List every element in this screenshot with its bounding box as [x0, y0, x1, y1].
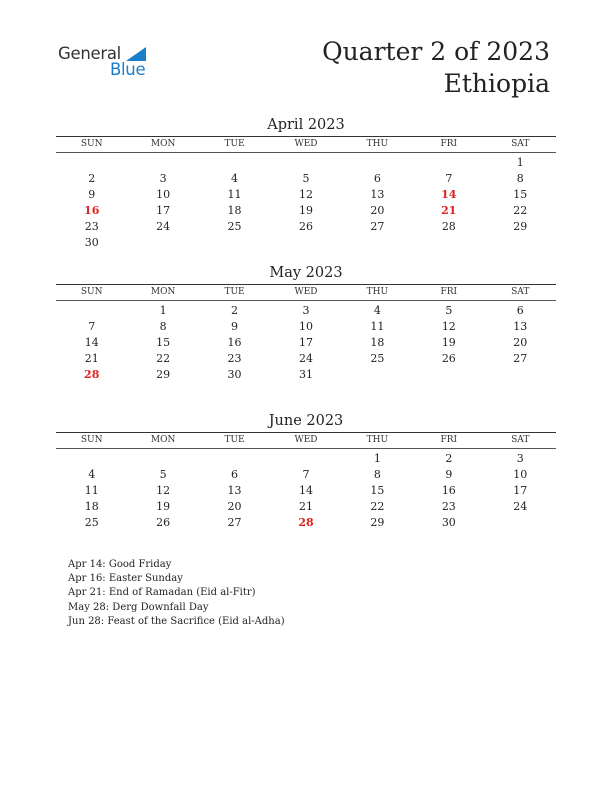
week-row [56, 235, 556, 251]
holiday-item: Apr 21: End of Ramadan (Eid al-Fitr) [68, 587, 256, 599]
day-cell: 1 [516, 156, 524, 169]
day-cell: 24 [513, 500, 528, 513]
holiday-list [68, 558, 285, 629]
day-cell: 31 [298, 368, 313, 381]
holiday-item: May 28: Derg Downfall Day [68, 601, 209, 613]
day-cell: 15 [513, 188, 528, 201]
day-cell: 4 [88, 468, 96, 481]
day-cell: 9 [231, 320, 239, 333]
day-cell: 7 [445, 172, 453, 185]
week-row [56, 219, 556, 235]
day-cell: 6 [516, 304, 524, 317]
day-cell: 19 [156, 500, 171, 513]
week-row [56, 483, 556, 499]
holiday-item: Apr 14: Good Friday [68, 559, 172, 570]
weekday-label: MON [150, 139, 176, 149]
day-cell: 17 [156, 204, 171, 217]
day-cell [342, 367, 413, 383]
day-cell: 10 [156, 188, 171, 201]
weekday-divider [56, 448, 556, 449]
day-cell: 12 [441, 320, 456, 333]
day-cell: 2 [445, 452, 453, 465]
week-row [56, 171, 556, 187]
day-cell: 20 [513, 336, 528, 349]
day-cell: 23 [84, 220, 99, 233]
day-cell: 16 [84, 204, 100, 217]
day-cell [270, 235, 341, 251]
day-cell: 16 [227, 336, 242, 349]
month-calendar [56, 115, 556, 251]
day-cell: 2 [88, 172, 96, 185]
day-cell: 6 [231, 468, 239, 481]
day-cell [485, 367, 556, 383]
day-cell: 22 [370, 500, 385, 513]
day-cell: 10 [513, 468, 528, 481]
day-cell: 17 [513, 484, 528, 497]
day-cell: 10 [298, 320, 313, 333]
day-cell: 22 [156, 352, 171, 365]
day-cell: 2 [231, 304, 239, 317]
weekday-label: MON [150, 287, 176, 297]
week-row [56, 367, 556, 383]
weekday-label: SAT [511, 139, 530, 149]
day-cell: 27 [513, 352, 528, 365]
week-row [56, 203, 556, 219]
day-cell: 12 [298, 188, 313, 201]
day-cell: 5 [302, 172, 310, 185]
day-cell: 23 [441, 500, 456, 513]
day-cell: 21 [298, 500, 313, 513]
page-title: Quarter 2 of 2023 [322, 37, 550, 66]
week-row [56, 155, 556, 171]
week-row [56, 319, 556, 335]
week-rows [56, 451, 556, 531]
weekday-header [56, 137, 556, 152]
weekday-label: SUN [80, 435, 103, 445]
day-cell: 30 [441, 516, 456, 529]
day-cell [127, 235, 198, 251]
holiday-item: Apr 16: Easter Sunday [68, 573, 183, 585]
day-cell: 18 [84, 500, 99, 513]
day-cell: 7 [302, 468, 310, 481]
day-cell [127, 451, 198, 467]
day-cell: 23 [227, 352, 242, 365]
day-cell: 7 [88, 320, 96, 333]
day-cell: 8 [159, 320, 167, 333]
day-cell: 28 [84, 368, 100, 381]
day-cell [270, 155, 341, 171]
day-cell [56, 303, 127, 319]
day-cell: 13 [370, 188, 385, 201]
week-row [56, 187, 556, 203]
day-cell: 20 [370, 204, 385, 217]
day-cell: 27 [370, 220, 385, 233]
month-title: May 2023 [269, 265, 343, 281]
logo-blue-text: Blue [110, 60, 146, 79]
day-cell: 22 [513, 204, 528, 217]
generalblue-logo [58, 44, 158, 80]
weekday-label: FRI [440, 435, 458, 445]
holiday-item: Jun 28: Feast of the Sacrifice (Eid al-Adha) [68, 615, 285, 627]
weekday-divider [56, 300, 556, 301]
day-cell: 15 [370, 484, 385, 497]
country-name: Ethiopia [443, 69, 550, 98]
day-cell [485, 235, 556, 251]
day-cell [413, 235, 484, 251]
week-rows [56, 303, 556, 383]
day-cell [413, 367, 484, 383]
day-cell: 16 [441, 484, 456, 497]
weekday-label: TUE [224, 435, 245, 445]
week-rows [56, 155, 556, 251]
day-cell: 3 [302, 304, 310, 317]
day-cell: 13 [227, 484, 242, 497]
day-cell [199, 451, 270, 467]
weekday-label: TUE [224, 287, 245, 297]
weekday-label: WED [294, 435, 318, 445]
day-cell: 8 [373, 468, 381, 481]
week-row [56, 335, 556, 351]
day-cell: 25 [370, 352, 385, 365]
day-cell: 11 [84, 484, 99, 497]
day-cell: 3 [516, 452, 524, 465]
day-cell: 1 [159, 304, 167, 317]
day-cell: 26 [298, 220, 313, 233]
weekday-divider [56, 152, 556, 153]
weekday-label: FRI [440, 139, 458, 149]
day-cell: 12 [156, 484, 171, 497]
day-cell: 14 [298, 484, 313, 497]
day-cell: 6 [373, 172, 381, 185]
day-cell: 18 [227, 204, 242, 217]
day-cell: 24 [156, 220, 171, 233]
day-cell: 29 [513, 220, 528, 233]
weekday-label: WED [294, 139, 318, 149]
weekday-label: MON [150, 435, 176, 445]
logo-general-text: General [58, 44, 121, 63]
week-row [56, 451, 556, 467]
weekday-label: SUN [80, 139, 103, 149]
day-cell [127, 155, 198, 171]
weekday-label: FRI [440, 287, 458, 297]
day-cell: 19 [441, 336, 456, 349]
day-cell: 5 [159, 468, 167, 481]
day-cell: 14 [441, 188, 457, 201]
weekday-header [56, 433, 556, 448]
day-cell: 11 [227, 188, 242, 201]
weekday-label: THU [366, 287, 389, 297]
day-cell [56, 155, 127, 171]
month-calendar [56, 263, 556, 383]
month-title: June 2023 [268, 413, 344, 429]
day-cell: 9 [88, 188, 96, 201]
day-cell [56, 451, 127, 467]
weekday-label: SAT [511, 287, 530, 297]
weekday-label: SAT [511, 435, 530, 445]
week-row [56, 303, 556, 319]
logo-triangle-icon [126, 47, 146, 61]
day-cell: 18 [370, 336, 385, 349]
day-cell: 5 [445, 304, 453, 317]
day-cell: 4 [373, 304, 381, 317]
day-cell: 4 [231, 172, 239, 185]
day-cell: 26 [156, 516, 171, 529]
day-cell [342, 235, 413, 251]
day-cell: 26 [441, 352, 456, 365]
day-cell: 25 [227, 220, 242, 233]
month-calendar [56, 411, 556, 531]
day-cell: 30 [84, 236, 99, 249]
day-cell: 27 [227, 516, 242, 529]
weekday-header [56, 285, 556, 300]
day-cell: 30 [227, 368, 242, 381]
month-title: April 2023 [267, 117, 345, 133]
day-cell [199, 155, 270, 171]
weekday-label: THU [366, 139, 389, 149]
day-cell: 15 [156, 336, 171, 349]
day-cell [199, 235, 270, 251]
weekday-label: SUN [80, 287, 103, 297]
day-cell [485, 515, 556, 531]
day-cell: 20 [227, 500, 242, 513]
day-cell [413, 155, 484, 171]
day-cell: 25 [84, 516, 99, 529]
day-cell [342, 155, 413, 171]
day-cell: 21 [84, 352, 99, 365]
day-cell: 28 [441, 220, 456, 233]
day-cell: 9 [445, 468, 453, 481]
weekday-label: WED [294, 287, 318, 297]
day-cell: 17 [298, 336, 313, 349]
week-row [56, 499, 556, 515]
day-cell: 28 [298, 516, 314, 529]
week-row [56, 515, 556, 531]
week-row [56, 351, 556, 367]
day-cell: 13 [513, 320, 528, 333]
day-cell: 3 [159, 172, 167, 185]
day-cell: 14 [84, 336, 99, 349]
day-cell: 1 [373, 452, 381, 465]
day-cell: 29 [370, 516, 385, 529]
weekday-label: THU [366, 435, 389, 445]
day-cell: 24 [298, 352, 313, 365]
day-cell: 19 [298, 204, 313, 217]
day-cell [270, 451, 341, 467]
weekday-label: TUE [224, 139, 245, 149]
day-cell: 8 [516, 172, 524, 185]
day-cell: 11 [370, 320, 385, 333]
day-cell: 21 [441, 204, 457, 217]
day-cell: 29 [156, 368, 171, 381]
week-row [56, 467, 556, 483]
